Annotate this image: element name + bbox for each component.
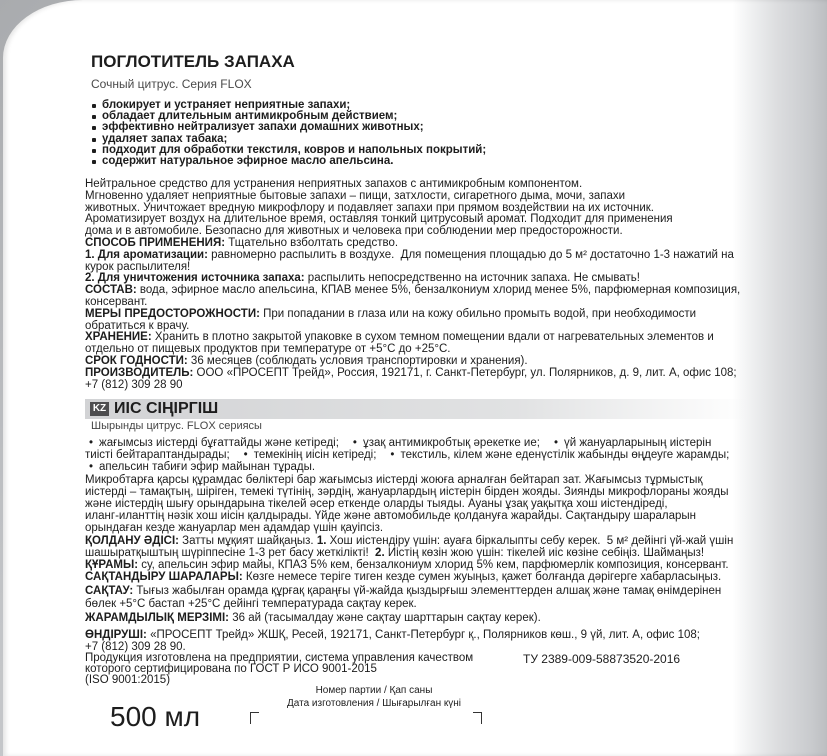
kz-usage-text: Затты мұқият шайқаңыз. <box>178 534 317 547</box>
ru-storage-text: Хранить в плотно закрытой упаковке в сухом темном помещении вдали от нагревательных элементов и <box>151 331 714 344</box>
kz-instructions <box>85 437 733 653</box>
ru-precautions-label: МЕРЫ ПРЕДОСТОРОЖНОСТИ: <box>85 307 260 320</box>
ru-usage-step1-continuation: курок распылителя! <box>85 260 191 273</box>
kz-language-badge: KZ <box>90 402 109 416</box>
ru-shelf-life-label: СРОК ГОДНОСТИ: <box>85 354 188 367</box>
kz-manufacturer-text: «ПРОСЕПТ Трейд» ЖШҚ, Ресей, 192171, Санкт-Петербург қ., Полярников көш., 9 үй, лит. А, офис 108; <box>146 629 700 642</box>
ru-usage-step2-text: распылить непосредственно на источник запаха. Не смывать! <box>304 272 640 285</box>
ru-usage-text: Тщательно взболтать средство. <box>225 236 399 249</box>
ru-description-line: Мгновенно удаляет неприятные бытовые запахи – пищи, затхлости, сигаретного дыма, мочи, запахи <box>85 189 626 202</box>
ru-manufacturer <box>85 368 740 380</box>
kz-feature-item: • апельсин табиғи эфир майынан тұрады. <box>89 461 315 473</box>
kz-manufacturer <box>85 629 733 641</box>
kz-precautions-label: САҚТАНДЫРУ ШАРАЛАРЫ: <box>85 571 243 584</box>
ru-manufacturer-phone: +7 (812) 309 28 90 <box>85 378 183 391</box>
ru-feature-list <box>92 100 486 167</box>
print-area-corner-right <box>473 712 482 724</box>
certification-line: которого сертифицирована по ГОСТ Р ИСО 9001-2015 <box>85 663 377 675</box>
ru-storage-continuation: отдельно от пищевых продуктов при температуре от +5°С до +25°С. <box>85 343 451 356</box>
ru-composition-text: вода, эфирное масло апельсина, КПАВ менее 5%, бензалкониум хлорид менее 5%, парфюмерная композиция, <box>136 284 741 297</box>
kz-usage-step1-text: Хош иістендіру үшін: ауаға біркалыпты себу керек. 5 м² дейінгі үй-жай үшін <box>326 534 734 547</box>
kz-shelf-life <box>85 612 733 624</box>
kz-description-line: Микробтарға қарсы құрамдас бөліктері бар жағымсыз иістерді жоюға арналған бейтарап зат. Жағымсыз тұрмыстық <box>85 473 703 486</box>
kz-usage-line2 <box>85 547 733 559</box>
kz-storage-text: Тығыз жабылған орамда құрғақ қараңғы үй-жайда қыздырғыш элементтерден алшақ және тамақ өнімдерінен <box>133 585 722 598</box>
print-area-corner-left <box>250 712 259 724</box>
kz-precautions <box>85 571 733 583</box>
kz-feature-item: • темекінің иісін кетіреді; <box>244 449 377 461</box>
certification-note <box>85 653 473 686</box>
ru-description-line: дома и в автомобиле. Безопасно для животных и человека при соблюдении мер предосторожности. <box>85 225 623 238</box>
kz-description-line: орындаған кезде жануарлар мен адамдар үшін қауіпсіз. <box>85 522 384 535</box>
ru-instructions <box>85 179 740 391</box>
kz-feature-item: • ұзақ антимикробтық әрекетке ие; <box>353 437 540 449</box>
kz-description-line: иістерді – тамақтың, шіріген, темекі түтінің, зәрдің, жануарлардың иістерін бірден жояды. Зиянды микрофлораны жояды <box>85 485 729 498</box>
technical-spec-code: ТУ 2389-009-58873520-2016 <box>523 652 681 666</box>
kz-manufacturer-phone: +7 (812) 309 28 90. <box>85 641 186 654</box>
kz-feature-item-continuation: тиісті бейтараптандырады; <box>85 449 230 462</box>
ru-description-line: животных. Уничтожает вредную микрофлору и подавляет запахи при прямом воздействии на их источник. <box>85 201 654 214</box>
kz-composition-label: ҚҰРАМЫ: <box>85 559 139 572</box>
kz-section-header <box>85 399 748 419</box>
ru-usage-step1-label: 1. Для ароматизации: <box>85 248 208 261</box>
ru-feature-item: эффективно нейтрализует запахи домашних животных; <box>92 122 486 133</box>
ru-usage-step2-label: 2. Для уничтожения источника запаха: <box>85 272 305 285</box>
kz-usage-line2-text: шашыратқыштың шүріппесіне 1-3 рет басу жеткілікті! <box>85 546 376 559</box>
certification-line: (ISO 9001:2015) <box>85 674 171 686</box>
ru-feature-item: подходит для обработки текстиля, ковров и напольных покрытий; <box>92 145 486 156</box>
ru-description-line: Ароматизирует воздух на длительное время, оставляя тонкий цитрусовый аромат. Подходит для применения <box>85 213 673 226</box>
kz-storage-continuation: бөлек +5°С бастап +25°С дейінгі температурада сақтау керек. <box>85 597 417 610</box>
kz-manufacturer-label: ӨНДІРУШІ: <box>85 629 147 642</box>
ru-description-line: Нейтральное средство для устранения неприятных запахов с антимикробным компонентом. <box>85 178 583 190</box>
ru-manufacturer-label: ПРОИЗВОДИТЕЛЬ: <box>85 366 194 379</box>
kz-feature-line <box>85 449 733 461</box>
ru-product-title: ПОГЛОТИТЕЛЬ ЗАПАХА <box>91 52 295 71</box>
kz-usage-label: ҚОЛДАНУ ӘДІСІ: <box>85 534 179 547</box>
kz-usage-step2-number: 2. <box>375 546 385 559</box>
ru-precautions-text: При попадании в глаза или на кожу обильно промыть водой, при необходимости <box>259 307 697 320</box>
batch-number-label: Номер партии / Қап саны <box>315 685 433 696</box>
kz-feature-item: • жағымсыз иістерді бұғаттайды және кетіреді; <box>89 437 339 449</box>
ru-precautions <box>85 309 740 321</box>
ru-usage-step1 <box>85 250 740 262</box>
kz-feature-line <box>85 461 733 473</box>
ru-usage-step1-text: равномерно распылить в воздухе. Для помещения площадью до 5 м² достаточно 1-3 нажатий на <box>207 248 734 261</box>
kz-usage-step2-text: Иістің көзін жою үшін: тікелей иіс көзіне себіңіз. Шаймаңыз! <box>384 546 705 559</box>
ru-storage-label: ХРАНЕНИЕ: <box>85 331 152 344</box>
kz-shelf-life-text: 36 ай (тасымалдау және сақтау шарттарын сақтау керек). <box>229 611 541 624</box>
kz-feature-item: • текстиль, кілем және еденүстілік жабынды өңдеуге жарамды; <box>390 449 729 461</box>
kz-feature-line <box>85 437 733 449</box>
ru-manufacturer-text: ООО «ПРОСЕПТ Трейд», Россия, 192171, г. Санкт-Петербург, ул. Полярников, д. 9, лит. А, офис 108; <box>193 366 737 379</box>
product-volume: 500 мл <box>110 701 201 732</box>
ru-product-subtitle: Сочный цитрус. Серия FLOX <box>91 77 252 91</box>
ru-usage-label: СПОСОБ ПРИМЕНЕНИЯ: <box>85 236 226 249</box>
kz-shelf-life-label: ЖАРАМДЫЛЫҚ МЕРЗІМІ: <box>85 611 230 624</box>
kz-feature-item: • үй жануарларының иістерін <box>554 437 711 449</box>
ru-feature-item: удаляет запах табака; <box>92 134 486 145</box>
kz-composition <box>85 559 733 571</box>
kz-storage-label: САҚТАУ: <box>85 585 134 598</box>
kz-storage <box>85 585 733 597</box>
ru-composition-continuation: консервант. <box>85 295 148 308</box>
ru-feature-item: содержит натуральное эфирное масло апельсина. <box>92 156 486 167</box>
ru-shelf-life-text: 36 месяцев (соблюдать условия транспортировки и хранения). <box>187 354 528 367</box>
kz-precautions-text: Көзге немесе теріге тиген кезде сумен жуыңыз, қажет болғанда дәрігерге хабарласыңыз. <box>242 571 722 584</box>
ru-composition <box>85 285 740 297</box>
kz-usage-step1-number: 1. <box>316 534 327 547</box>
ru-feature-item: обладает длительным антимикробным действием; <box>92 111 486 122</box>
ru-precautions-continuation: обратиться к врачу. <box>85 319 190 332</box>
kz-description-line: иланг-иланттің нәзік хош иісін қалдырады. Үйде және автомобильде қолдануға жарайды. Сақтандыру шараларын <box>85 510 697 523</box>
kz-usage <box>85 535 733 547</box>
product-label <box>3 0 827 756</box>
certification-line: Продукция изготовлена на предприятии, система управления качеством <box>85 652 474 664</box>
batch-date-labels <box>274 684 474 710</box>
manufacture-date-label: Дата изготовления / Шығарылған күні <box>286 698 461 709</box>
ru-feature-item: блокирует и устраняет неприятные запахи; <box>92 100 486 111</box>
kz-product-title: ИІС СІҢІРГІШ <box>114 400 219 417</box>
ru-composition-label: СОСТАВ: <box>85 284 137 297</box>
kz-description-line: және иістердің шығу орындарына тікелей әсер еткенде оларды тыяды. Ауаны ұзақ уақытқа хош иістендіреді, <box>85 498 668 511</box>
kz-product-subtitle: Шырынды цитрус. FLOX сериясы <box>91 420 262 432</box>
kz-composition-text: су, апельсин эфир майы, КПАЗ 5% кем, бензалкониум хлорид 5% кем, парфюмерлік композиция, консервант. <box>138 559 729 572</box>
